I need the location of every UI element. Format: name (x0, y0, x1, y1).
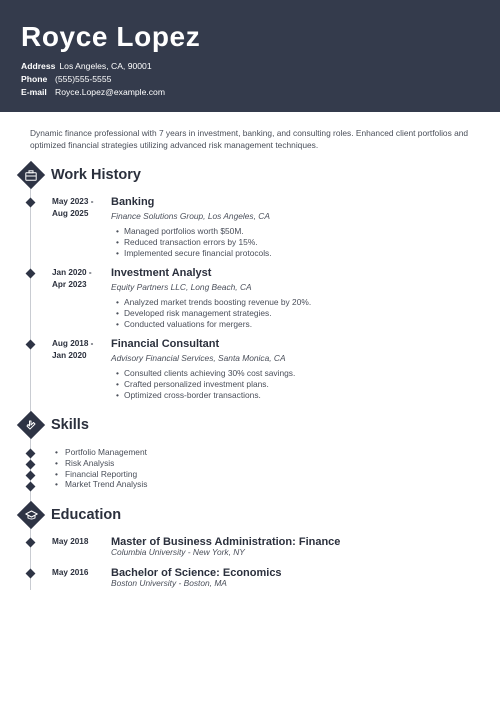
skill-item: • Financial Reporting (55, 469, 147, 480)
job-date (52, 338, 110, 362)
timeline-marker (26, 460, 36, 470)
contact-value: Los Angeles, CA, 90001 (59, 61, 152, 71)
hand-icon (17, 411, 45, 439)
list-item: • Consulted clients achieving 30% cost savings. (116, 368, 295, 379)
job-bullets (116, 368, 295, 400)
timeline-marker (26, 482, 36, 492)
resume-header (0, 0, 500, 112)
list-item: • Conducted valuations for mergers. (116, 319, 311, 330)
section-title-education: Education (51, 507, 122, 523)
timeline-marker (26, 471, 36, 481)
list-item: • Reduced transaction errors by 15%. (116, 237, 272, 248)
contact-value[interactable]: Royce.Lopez@example.com (55, 87, 165, 97)
job-title: Investment Analyst (111, 267, 212, 279)
skills-list (55, 447, 147, 490)
job-date (52, 267, 110, 291)
timeline-marker (26, 569, 36, 579)
list-item: • Crafted personalized investment plans. (116, 379, 295, 390)
contact-label: Address (21, 61, 56, 71)
list-item: • Managed portfolios worth $50M. (116, 226, 272, 237)
job-date-start: Jan 2020 - (52, 268, 92, 277)
job-company: Equity Partners LLC, Long Beach, CA (111, 282, 252, 292)
school-name: Boston University - Boston, MA (111, 578, 227, 588)
skill-item: • Portfolio Management (55, 447, 147, 458)
list-item: • Developed risk management strategies. (116, 308, 311, 319)
section-title-work-history: Work History (51, 167, 141, 183)
contact-label: Phone (21, 74, 48, 84)
job-date-start: May 2023 - (52, 197, 94, 206)
briefcase-icon (17, 161, 45, 189)
job-title: Financial Consultant (111, 338, 220, 350)
contact-address (21, 60, 152, 72)
skill-item: • Market Trend Analysis (55, 479, 147, 490)
contact-label: E-mail (21, 87, 47, 97)
degree-title: Master of Business Administration: Finance (111, 536, 341, 548)
list-item: • Optimized cross-border transactions. (116, 390, 295, 401)
timeline-marker (26, 340, 36, 350)
candidate-name: Royce Lopez (21, 21, 201, 52)
job-company: Finance Solutions Group, Los Angeles, CA (111, 211, 270, 221)
school-name: Columbia University - New York, NY (111, 547, 245, 557)
job-date-end: Jan 2020 (52, 351, 87, 360)
section-title-skills: Skills (51, 417, 89, 433)
job-date-start: Aug 2018 - (52, 339, 94, 348)
list-item: • Implemented secure financial protocols. (116, 248, 272, 259)
contact-email (21, 86, 165, 98)
education-date: May 2016 (52, 568, 89, 577)
education-date: May 2018 (52, 537, 89, 546)
timeline-marker (26, 269, 36, 279)
contact-phone (21, 73, 111, 85)
timeline-marker (26, 538, 36, 548)
contact-value: (555)555-5555 (55, 74, 112, 84)
job-title: Banking (111, 196, 155, 208)
list-item: • Analyzed market trends boosting revenue by 20%. (116, 297, 311, 308)
job-date-end: Aug 2025 (52, 209, 89, 218)
job-date (52, 196, 110, 220)
job-company: Advisory Financial Services, Santa Monica, CA (111, 353, 286, 363)
degree-title: Bachelor of Science: Economics (111, 567, 282, 579)
timeline-marker (26, 449, 36, 459)
job-date-end: Apr 2023 (52, 280, 87, 289)
graduation-cap-icon (17, 501, 45, 529)
timeline-marker (26, 198, 36, 208)
professional-summary: Dynamic finance professional with 7 years in investment, banking, and consulting roles. Enhanced client portfolios and optimized financial strategies utilizing advanced risk management techniques. (30, 128, 469, 150)
skill-item: • Risk Analysis (55, 458, 147, 469)
job-bullets (116, 297, 311, 329)
job-bullets (116, 226, 272, 258)
